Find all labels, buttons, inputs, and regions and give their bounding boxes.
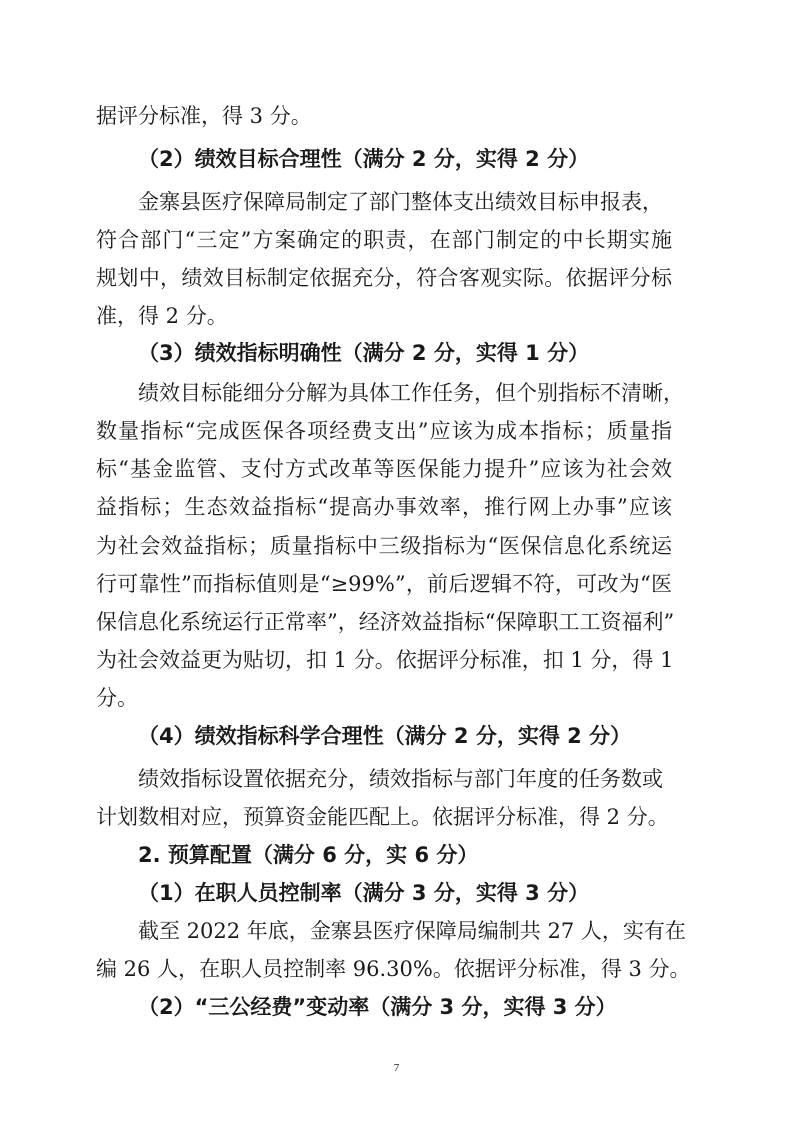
page-number: 7 [393,1062,400,1074]
paragraph-line: 行可靠性”而指标值则是“≥99%”，前后逻辑不符，可改为“医 [96,572,672,596]
paragraph-line: 保信息化系统运行正常率”，经济效益指标“保障职工工资福利” [96,610,675,634]
paragraph-line: 标“基金监管、支付方式改革等医保能力提升”应该为社会效 [96,457,672,481]
paragraph-line: 为社会效益更为贴切，扣 1 分。依据评分标准，扣 1 分，得 1 [96,648,674,672]
paragraph-line: 符合部门“三定”方案确定的职责，在部门制定的中长期实施 [96,228,672,252]
paragraph-line: 金寨县医疗保障局制定了部门整体支出绩效目标申报表， [138,190,663,214]
section-heading: （2）绩效目标合理性（满分 2 分，实得 2 分） [138,147,590,171]
paragraph-line: 规划中，绩效目标制定依据充分，符合客观实际。依据评分标 [96,266,672,290]
paragraph-line: 准，得 2 分。 [96,304,228,328]
paragraph-line: 绩效目标能细分分解为具体工作任务，但个别指标不清晰， [138,381,684,405]
section-heading: （2）“三公经费”变动率（满分 3 分，实得 3 分） [138,995,617,1019]
section-heading: （1）在职人员控制率（满分 3 分，实得 3 分） [138,881,590,905]
section-heading: （4）绩效指标科学合理性（满分 2 分，实得 2 分） [138,724,632,748]
section-heading: 2. 预算配置（满分 6 分，实 6 分） [138,843,479,867]
paragraph-line: 分。 [96,686,138,710]
paragraph-line: 绩效指标设置依据充分，绩效指标与部门年度的任务数或 [138,767,663,791]
paragraph-line: 计划数相对应，预算资金能匹配上。依据评分标准，得 2 分。 [96,805,669,829]
paragraph-line: 益指标；生态效益指标“提高办事效率，推行网上办事”应该 [96,495,672,519]
section-heading: （3）绩效指标明确性（满分 2 分，实得 1 分） [138,341,590,365]
paragraph-line: 数量指标“完成医保各项经费支出”应该为成本指标；质量指 [96,419,672,443]
paragraph-line: 为社会效益指标；质量指标中三级指标为“医保信息化系统运 [96,534,672,558]
paragraph-line: 编 26 人，在职人员控制率 96.30%。依据评分标准，得 3 分。 [96,957,691,981]
paragraph-line: 据评分标准，得 3 分。 [96,104,312,128]
paragraph-line: 截至 2022 年底，金寨县医疗保障局编制共 27 人，实有在 [138,919,686,943]
